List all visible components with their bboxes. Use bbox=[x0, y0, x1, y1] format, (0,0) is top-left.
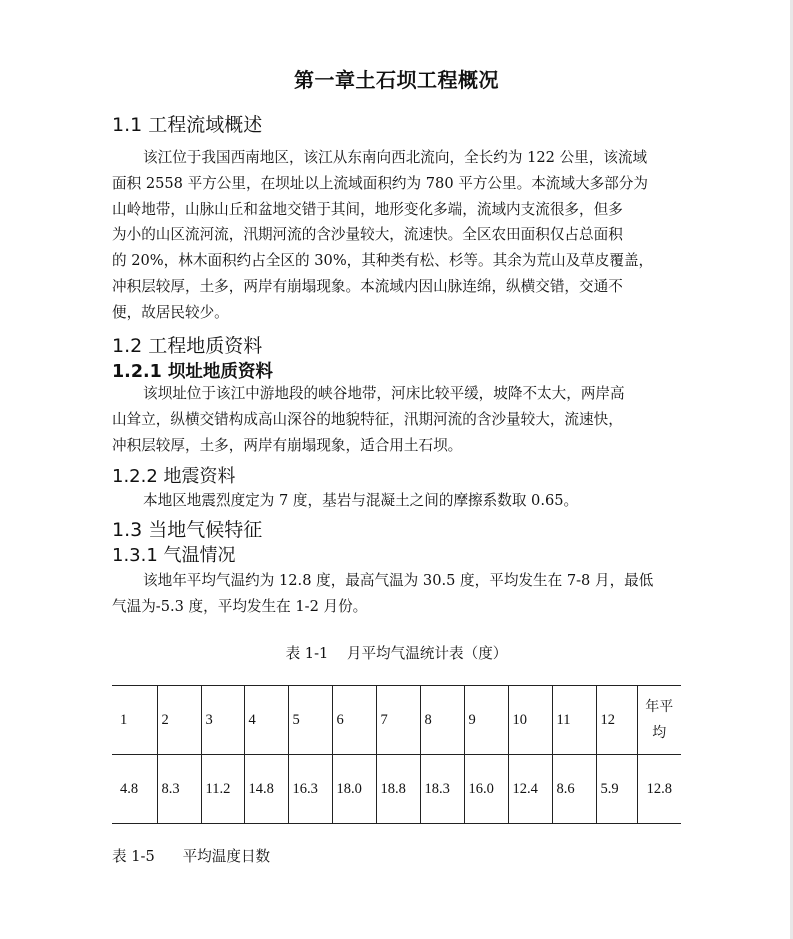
section-heading-1-3: 1.3 当地气候特征 bbox=[112, 519, 263, 541]
table-caption-2: 表 1-5 平均温度日数 bbox=[112, 848, 271, 865]
table-cell: 11.2 bbox=[201, 755, 244, 824]
text-line: 该江位于我国西南地区，该江从东南向西北流向，全长约为 122 公里，该流域 bbox=[143, 149, 648, 166]
text-line: 冲积层较厚，土多，两岸有崩塌现象，适合用土石坝。 bbox=[112, 436, 463, 454]
text-line: 面积 2558 平方公里，在坝址以上流域面积约为 780 平方公里。本流域大多部分为 bbox=[112, 174, 648, 192]
table-header-cell: 4 bbox=[244, 686, 288, 755]
section-1-2-1-paragraph bbox=[112, 381, 683, 458]
table-header-cell: 9 bbox=[464, 686, 508, 755]
table-header-cell: 10 bbox=[508, 686, 552, 755]
table-header-cell: 7 bbox=[376, 686, 420, 755]
table-header-cell: 11 bbox=[552, 686, 596, 755]
table-cell: 8.3 bbox=[157, 755, 201, 824]
table-cell: 18.0 bbox=[332, 755, 376, 824]
section-heading-1-3-1: 1.3.1 气温情况 bbox=[112, 545, 236, 566]
text-line: 该坝址位于该江中游地段的峡谷地带，河床比较平缓，坡降不太大，两岸高 bbox=[143, 385, 625, 402]
text-line: 的 20%，林木面积约占全区的 30%，其种类有松、杉等。其余为荒山及草皮覆盖， bbox=[112, 252, 654, 270]
table-header-cell: 2 bbox=[157, 686, 201, 755]
table-cell: 12.8 bbox=[637, 755, 681, 824]
table-caption: 表 1-1 月平均气温统计表（度） bbox=[285, 645, 508, 662]
table-header-cell: 6 bbox=[332, 686, 376, 755]
table-cell: 14.8 bbox=[244, 755, 288, 824]
table-cell: 12.4 bbox=[508, 755, 552, 824]
table-cell: 16.3 bbox=[288, 755, 332, 824]
table-header-cell: 8 bbox=[420, 686, 464, 755]
section-1-1-paragraph bbox=[112, 145, 683, 326]
table-cell: 5.9 bbox=[596, 755, 637, 824]
table-cell: 16.0 bbox=[464, 755, 508, 824]
table-header-cell: 12 bbox=[596, 686, 637, 755]
section-1-3-1-paragraph bbox=[112, 568, 683, 620]
table-header-cell: 年平均 bbox=[637, 686, 681, 755]
table-cell: 18.8 bbox=[376, 755, 420, 824]
table-cell: 8.6 bbox=[552, 755, 596, 824]
section-heading-1-2-1: 1.2.1 坝址地质资料 bbox=[112, 362, 273, 382]
table-header-cell: 3 bbox=[201, 686, 244, 755]
text-line: 便，故居民较少。 bbox=[112, 303, 229, 321]
table-cell: 4.8 bbox=[112, 755, 157, 824]
table-cell: 18.3 bbox=[420, 755, 464, 824]
text-line: 冲积层较厚，土多，两岸有崩塌现象。本流域内因山脉连绵，纵横交错，交通不 bbox=[112, 277, 623, 295]
table-header-row bbox=[112, 686, 681, 755]
section-heading-1-2-2: 1.2.2 地震资料 bbox=[112, 466, 236, 487]
table-header-cell: 1 bbox=[112, 686, 157, 755]
text-line: 山岭地带，山脉山丘和盆地交错于其间，地形变化多端，流域内支流很多，但多 bbox=[112, 200, 623, 218]
text-line: 本地区地震烈度定为 7 度，基岩与混凝土之间的摩擦系数取 0.65。 bbox=[143, 492, 579, 509]
text-line: 气温为-5.3 度，平均发生在 1-2 月份。 bbox=[112, 597, 368, 615]
text-line: 该地年平均气温约为 12.8 度，最高气温为 30.5 度，平均发生在 7-8 月，最低 bbox=[143, 572, 654, 589]
section-heading-1-2: 1.2 工程地质资料 bbox=[112, 335, 263, 357]
chapter-title: 第一章土石坝工程概况 bbox=[294, 68, 499, 92]
table-row bbox=[112, 755, 681, 824]
temperature-table bbox=[112, 685, 681, 824]
section-heading-1-1: 1.1 工程流域概述 bbox=[112, 114, 263, 136]
section-1-2-2-paragraph bbox=[112, 488, 683, 514]
text-line: 为小的山区流河流，汛期河流的含沙量较大，流速快。全区农田面积仅占总面积 bbox=[112, 226, 623, 244]
text-line: 山耸立，纵横交错构成高山深谷的地貌特征，汛期河流的含沙量较大，流速快， bbox=[112, 410, 623, 428]
table-header-cell: 5 bbox=[288, 686, 332, 755]
